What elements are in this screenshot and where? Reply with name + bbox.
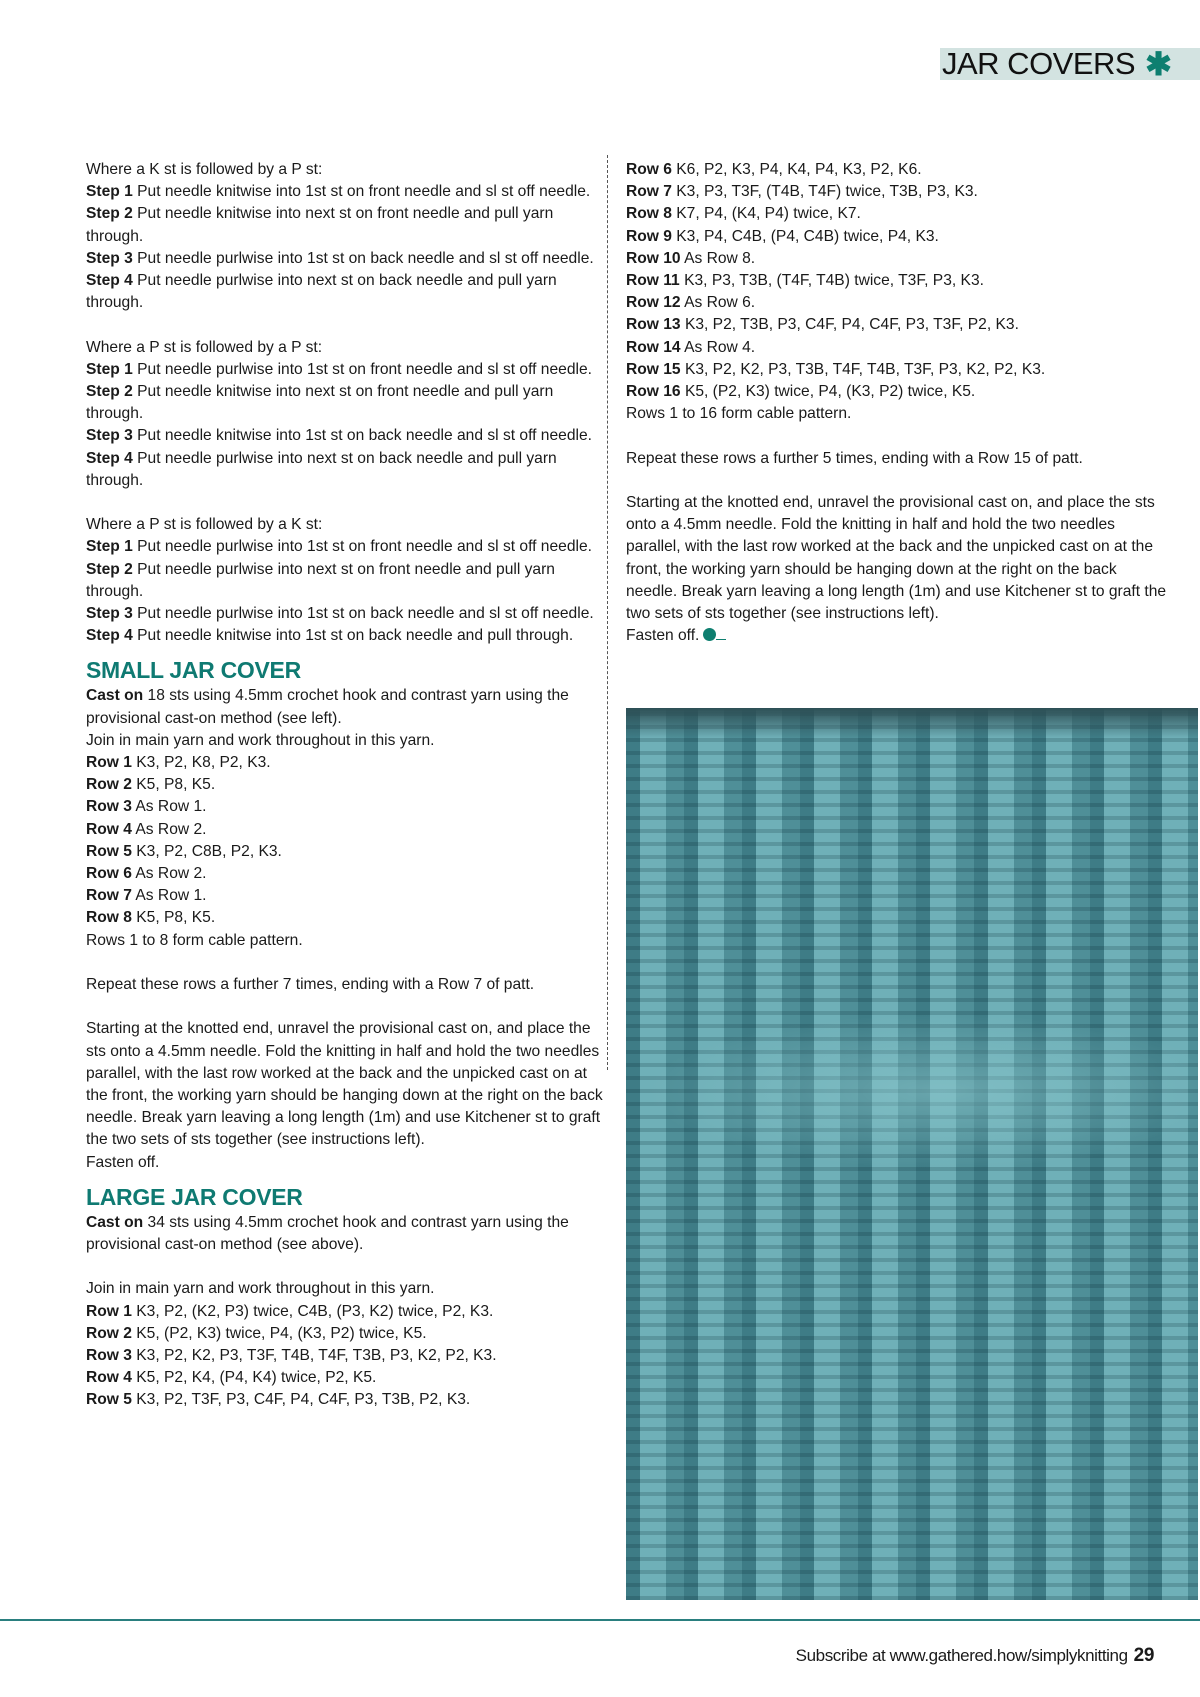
instruction-line: Row 1 K3, P2, K8, P2, K3. bbox=[86, 754, 271, 772]
form-text: Rows 1 to 8 form cable pattern. bbox=[86, 931, 303, 949]
instruction-line: Row 8 K7, P4, (K4, P4) twice, K7. bbox=[626, 205, 861, 223]
knitted-cable-photo bbox=[626, 708, 1198, 1600]
instruction-line: Step 1 Put needle purlwise into 1st st on front needle and sl st off needle. bbox=[86, 360, 592, 378]
instruction-line: Step 2 Put needle knitwise into next st on front needle and pull yarn through. bbox=[86, 383, 554, 423]
cast-on: Cast on 34 sts using 4.5mm crochet hook and contrast yarn using the provisional cast-on method (see above). bbox=[86, 1213, 569, 1254]
form-text: Rows 1 to 16 form cable pattern. bbox=[626, 405, 852, 423]
instruction-line: Row 7 K3, P3, T3F, (T4B, T4F) twice, T3B, P3, K3. bbox=[626, 183, 978, 201]
instruction-line: Step 1 Put needle knitwise into 1st st on front needle and sl st off needle. bbox=[86, 183, 591, 201]
intro-text: Where a K st is followed by a P st: bbox=[86, 161, 323, 178]
instruction-line: Row 11 K3, P3, T3B, (T4F, T4B) twice, T3F, P3, K3. bbox=[626, 272, 984, 290]
instruction-line: Step 4 Put needle knitwise into 1st st on back needle and pull through. bbox=[86, 627, 574, 645]
left-column bbox=[86, 159, 606, 1412]
instruction-line: Row 12 As Row 6. bbox=[626, 294, 756, 312]
instruction-line: Row 5 K3, P2, C8B, P2, K3. bbox=[86, 842, 282, 860]
instruction-line: Step 4 Put needle purlwise into next st on back needle and pull yarn through. bbox=[86, 449, 557, 489]
instruction-line: Step 2 Put needle purlwise into next st on front needle and pull yarn through. bbox=[86, 560, 555, 600]
section-header bbox=[940, 48, 1200, 80]
flower-icon: ✱ bbox=[1145, 46, 1172, 82]
instruction-line: Row 10 As Row 8. bbox=[626, 249, 756, 267]
instruction-line: Row 13 K3, P2, T3B, P3, C4F, P4, C4F, P3, T3F, P2, K3. bbox=[626, 316, 1019, 334]
instruction-line: Row 15 K3, P2, K2, P3, T3B, T4F, T4B, T3F, P3, K2, P2, K3. bbox=[626, 360, 1046, 378]
repeat-text: Repeat these rows a further 5 times, ending with a Row 15 of patt. bbox=[626, 449, 1083, 467]
instruction-line: Step 3 Put needle knitwise into 1st st on back needle and sl st off needle. bbox=[86, 427, 592, 445]
section-title: JAR COVERS bbox=[942, 46, 1136, 81]
fasten-text: Fasten off. bbox=[86, 1153, 160, 1171]
instruction-line: Row 3 As Row 1. bbox=[86, 798, 207, 816]
page-number: 29 bbox=[1133, 1645, 1154, 1666]
instruction-line: Step 2 Put needle knitwise into next st on front needle and pull yarn through. bbox=[86, 205, 554, 245]
yarn-ball-icon bbox=[703, 628, 716, 641]
instruction-line: Row 2 K5, P8, K5. bbox=[86, 776, 216, 794]
intro-text: Where a P st is followed by a P st: bbox=[86, 338, 323, 356]
instruction-line: Row 6 K6, P2, K3, P4, K4, P4, K3, P2, K6. bbox=[626, 161, 922, 178]
instruction-line: Row 4 K5, P2, K4, (P4, K4) twice, P2, K5. bbox=[86, 1369, 377, 1387]
instruction-line: Step 1 Put needle purlwise into 1st st on front needle and sl st off needle. bbox=[86, 538, 592, 556]
large-jar-cover-heading: LARGE JAR COVER bbox=[86, 1183, 303, 1210]
instruction-line: Row 14 As Row 4. bbox=[626, 338, 756, 356]
footer-rule bbox=[0, 1619, 1200, 1621]
right-column bbox=[626, 159, 1171, 647]
instruction-line: Row 5 K3, P2, T3F, P3, C4F, P4, C4F, P3, T3B, P2, K3. bbox=[86, 1391, 471, 1409]
footer bbox=[796, 1645, 1154, 1667]
instruction-line: Row 7 As Row 1. bbox=[86, 887, 207, 905]
instruction-line: Row 2 K5, (P2, K3) twice, P4, (K3, P2) twice, K5. bbox=[86, 1324, 427, 1342]
finish-text: Starting at the knotted end, unravel the provisional cast on, and place the sts onto a 4.5mm needle. Fold the knitting in half and hold the two needles parallel, with the last row worked at the back and the unpicked cast on at the front, the working yarn should be hanging down at the right on the back needle. Break yarn leaving a long length (1m) and use Kitchener st to graft the two sets of sts together (see instructions left). bbox=[626, 494, 1167, 623]
instruction-line: Row 8 K5, P8, K5. bbox=[86, 909, 216, 927]
join-text: Join in main yarn and work throughout in this yarn. bbox=[86, 731, 435, 749]
fasten-line: Fasten off. bbox=[626, 625, 1171, 647]
repeat-text: Repeat these rows a further 7 times, ending with a Row 7 of patt. bbox=[86, 976, 535, 994]
instruction-line: Step 4 Put needle purlwise into next st on back needle and pull yarn through. bbox=[86, 272, 557, 312]
finish-text: Starting at the knotted end, unravel the provisional cast on, and place the sts onto a 4.5mm needle. Fold the knitting in half and hold the two needles parallel, with the last row worked at the back and the unpicked cast on at the front, the working yarn should be hanging down at the right on the back needle. Break yarn leaving a long length (1m) and use Kitchener st to graft the two sets of sts together (see instructions left). bbox=[86, 1020, 603, 1149]
intro-text: Where a P st is followed by a K st: bbox=[86, 516, 323, 534]
instruction-line: Step 3 Put needle purlwise into 1st st on back needle and sl st off needle. bbox=[86, 249, 594, 267]
cast-on: Cast on 18 sts using 4.5mm crochet hook and contrast yarn using the provisional cast-on method (see left). bbox=[86, 687, 569, 727]
instruction-line: Step 3 Put needle purlwise into 1st st on back needle and sl st off needle. bbox=[86, 605, 594, 623]
instruction-line: Row 4 As Row 2. bbox=[86, 820, 207, 838]
instruction-line: Row 9 K3, P4, C4B, (P4, C4B) twice, P4, K3. bbox=[626, 227, 939, 245]
instruction-line: Row 1 K3, P2, (K2, P3) twice, C4B, (P3, K2) twice, P2, K3. bbox=[86, 1302, 494, 1320]
instruction-line: Row 3 K3, P2, K2, P3, T3F, T4B, T4F, T3B, P3, K2, P2, K3. bbox=[86, 1347, 497, 1365]
small-jar-cover-heading: SMALL JAR COVER bbox=[86, 657, 301, 684]
subscribe-text: Subscribe at www.gathered.how/simplyknitting bbox=[795, 1646, 1128, 1665]
instruction-line: Row 16 K5, (P2, K3) twice, P4, (K3, P2) twice, K5. bbox=[626, 383, 976, 401]
join-text: Join in main yarn and work throughout in this yarn. bbox=[86, 1280, 435, 1298]
instruction-line: Row 6 As Row 2. bbox=[86, 865, 207, 883]
column-divider bbox=[607, 155, 608, 1070]
